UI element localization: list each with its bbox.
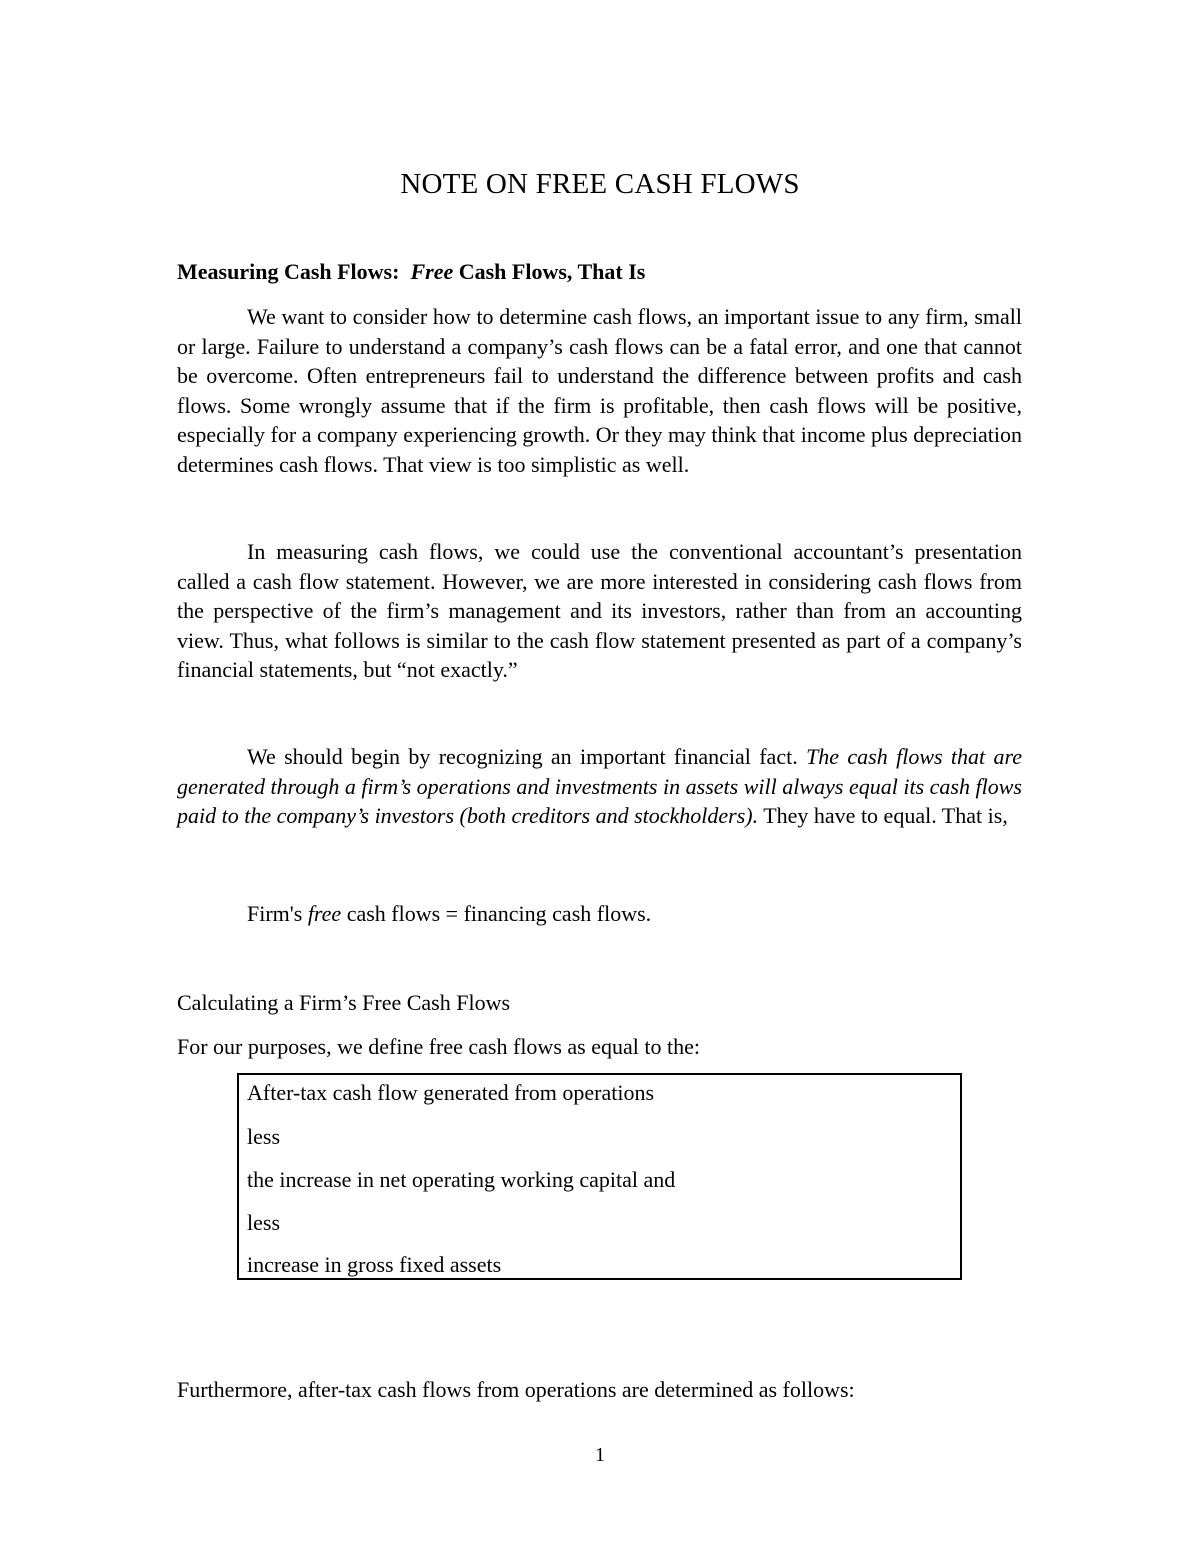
formula-tail: cash flows = financing cash flows.: [341, 901, 652, 926]
formula-emphasis: free: [307, 901, 342, 926]
paragraph-financial-fact: [177, 742, 1022, 831]
definition-line: less: [247, 1210, 280, 1235]
formula-lead: Firm's: [247, 901, 308, 926]
financial-fact-emphasis: The cash flows that are generated through a firm’s operations and investments in assets will always equal its cash flows paid to the company’s investors (both creditors and stockholders).: [177, 744, 1022, 828]
heading-emphasis: Free: [410, 259, 454, 284]
free-cash-flow-definition-box: [237, 1073, 962, 1280]
definition-line: increase in gross fixed assets: [247, 1252, 502, 1277]
free-cash-flow-identity: [247, 901, 651, 927]
definition-line: After-tax cash flow generated from operations: [247, 1080, 654, 1105]
heading-text-before: Measuring Cash Flows:: [177, 259, 411, 284]
page-number: 1: [595, 1444, 605, 1466]
definition-line: less: [247, 1124, 280, 1149]
definition-intro: For our purposes, we define free cash flows as equal to the:: [177, 1034, 700, 1059]
closing-sentence: Furthermore, after-tax cash flows from operations are determined as follows:: [177, 1377, 855, 1402]
section-heading-measuring-cash-flows: [177, 259, 645, 285]
section-heading-calculating-free-cash-flows: Calculating a Firm’s Free Cash Flows: [177, 990, 511, 1015]
document-title: NOTE ON FREE CASH FLOWS: [400, 168, 800, 200]
financial-fact-lead: We should begin by recognizing an important financial fact.: [247, 744, 807, 769]
paragraph-cash-flows-intro: We want to consider how to determine cash flows, an important issue to any firm, small or large. Failure to understand a company’s cash flows can be a fatal error, and one that cannot be overcome. Often entrepreneurs fail to understand the difference between profits and cash flows. Some wrongly assume that if the firm is profitable, then cash flows will be positive, especially for a company experiencing growth. Or they may think that income plus depreciation determines cash flows. That view is too simplistic as well.: [177, 304, 1022, 477]
paragraph-accounting-view: In measuring cash flows, we could use the conventional accountant’s presentation called a cash flow statement. However, we are more interested in considering cash flows from the perspective of the firm’s management and its investors, rather than from an accounting view. Thus, what follows is similar to the cash flow statement presented as part of a company’s financial statements, but “not exactly.”: [177, 539, 1022, 682]
definition-line: the increase in net operating working capital and: [247, 1167, 676, 1192]
financial-fact-tail: They have to equal. That is,: [758, 803, 1008, 828]
heading-text-after: Cash Flows, That Is: [453, 259, 646, 284]
